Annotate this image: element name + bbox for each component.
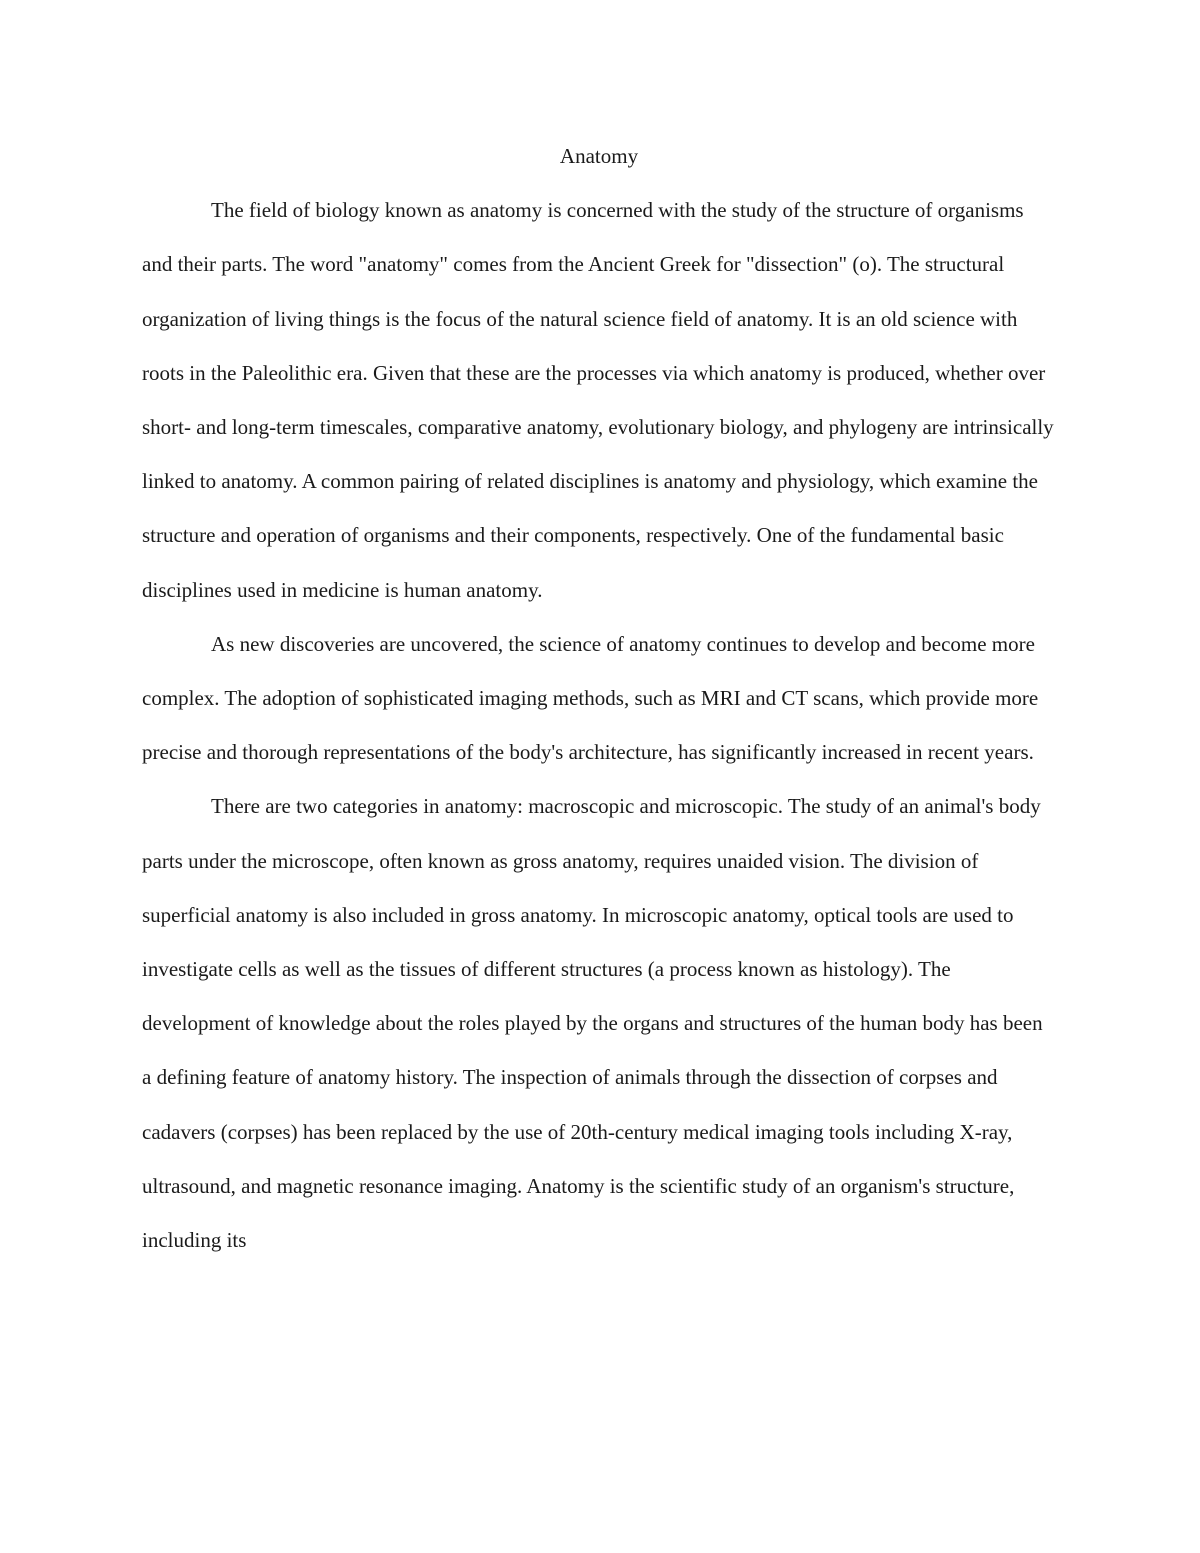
paragraph-2: As new discoveries are uncovered, the science of anatomy continues to develop and become more complex. The adoption of sophisticated imaging methods, such as MRI and CT scans, which provide more precise and thorough representations of the body's architecture, has significantly increased in recent years.	[142, 631, 1039, 765]
document-title: Anatomy	[559, 144, 639, 168]
paragraph-1: The field of biology known as anatomy is concerned with the study of the structure of organisms and their parts. The word "anatomy" comes from the Ancient Greek for "dissection" (o). The structural organization of living things is the focus of the natural science field of anatomy. It is an old science with roots in the Paleolithic era. Given that these are the processes via which anatomy is produced, whether over short- and long-term timescales, comparative anatomy, evolutionary biology, and phylogeny are intrinsically linked to anatomy. A common pairing of related disciplines is anatomy and physiology, which examine the structure and operation of organisms and their components, respectively. One of the fundamental basic disciplines used in medicine is human anatomy.	[142, 198, 1054, 602]
paragraph-3: There are two categories in anatomy: macroscopic and microscopic. The study of an animal's body parts under the microscope, often known as gross anatomy, requires unaided vision. The division of superficial anatomy is also included in gross anatomy. In microscopic anatomy, optical tools are used to investigate cells as well as the tissues of different structures (a process known as histology). The development of knowledge about the roles played by the organs and structures of the human body has been a defining feature of anatomy history. The inspection of animals through the dissection of corpses and cadavers (corpses) has been replaced by the use of 20th-century medical imaging tools including X-ray, ultrasound, and magnetic resonance imaging. Anatomy is the scientific study of an organism's structure, including its	[142, 794, 1043, 1253]
document-body	[142, 129, 1056, 1267]
